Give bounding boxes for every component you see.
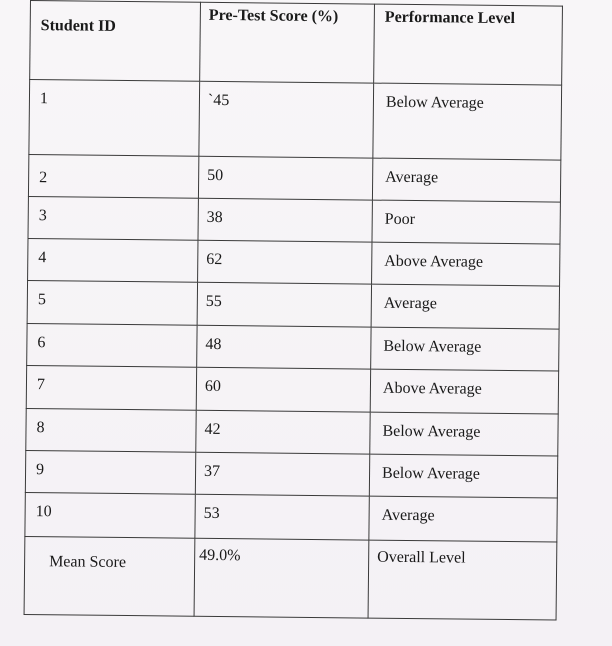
- student-id-cell: 2: [28, 154, 198, 198]
- student-id-cell: 3: [28, 196, 198, 240]
- table-row: [27, 280, 559, 329]
- student-id-cell: 7: [26, 365, 196, 410]
- score-cell: 62: [198, 240, 372, 284]
- level-cell: Average: [372, 158, 560, 202]
- score-cell: 50: [198, 156, 372, 200]
- level-cell: Below Average: [369, 454, 557, 498]
- table-row: [25, 450, 557, 498]
- mean-score-label: Mean Score: [24, 536, 195, 616]
- student-id-cell: 5: [27, 280, 197, 325]
- header-student-id: Student ID: [30, 1, 201, 82]
- score-cell: 60: [196, 367, 370, 412]
- summary-row: [24, 536, 557, 620]
- table-row: [25, 492, 557, 542]
- overall-level-label: Overall Level: [368, 540, 557, 620]
- student-id-cell: 6: [27, 323, 197, 367]
- table-row: [28, 154, 560, 202]
- student-id-cell: 9: [25, 450, 195, 494]
- student-id-cell: 10: [25, 492, 195, 538]
- score-cell: 48: [197, 325, 371, 369]
- table-header-row: [30, 1, 563, 86]
- student-id-cell: 8: [26, 408, 196, 452]
- header-pre-test-score: Pre-Test Score (%): [200, 2, 375, 83]
- student-id-cell: 1: [29, 80, 200, 157]
- score-cell: 55: [197, 282, 371, 327]
- table-row: [29, 80, 562, 161]
- score-cell: 53: [195, 494, 369, 540]
- score-cell: 38: [198, 198, 372, 242]
- table-row: [28, 238, 560, 286]
- level-cell: Below Average: [370, 412, 558, 456]
- level-cell: Above Average: [372, 242, 560, 286]
- level-cell: Average: [369, 496, 557, 542]
- level-cell: Poor: [372, 200, 560, 244]
- level-cell: Above Average: [370, 369, 558, 414]
- student-id-cell: 4: [28, 238, 198, 282]
- score-cell: `45: [199, 81, 374, 158]
- level-cell: Average: [371, 284, 559, 329]
- pre-test-score-table: [24, 0, 563, 621]
- level-cell: Below Average: [371, 327, 559, 371]
- level-cell: Below Average: [373, 83, 562, 160]
- header-performance-level: Performance Level: [374, 4, 563, 85]
- table-row: [28, 196, 560, 244]
- score-cell: 42: [196, 410, 370, 454]
- table-row: [27, 323, 559, 371]
- mean-score-value: 49.0%: [194, 538, 369, 618]
- table-row: [26, 408, 558, 456]
- table-row: [26, 365, 558, 414]
- score-cell: 37: [195, 452, 369, 496]
